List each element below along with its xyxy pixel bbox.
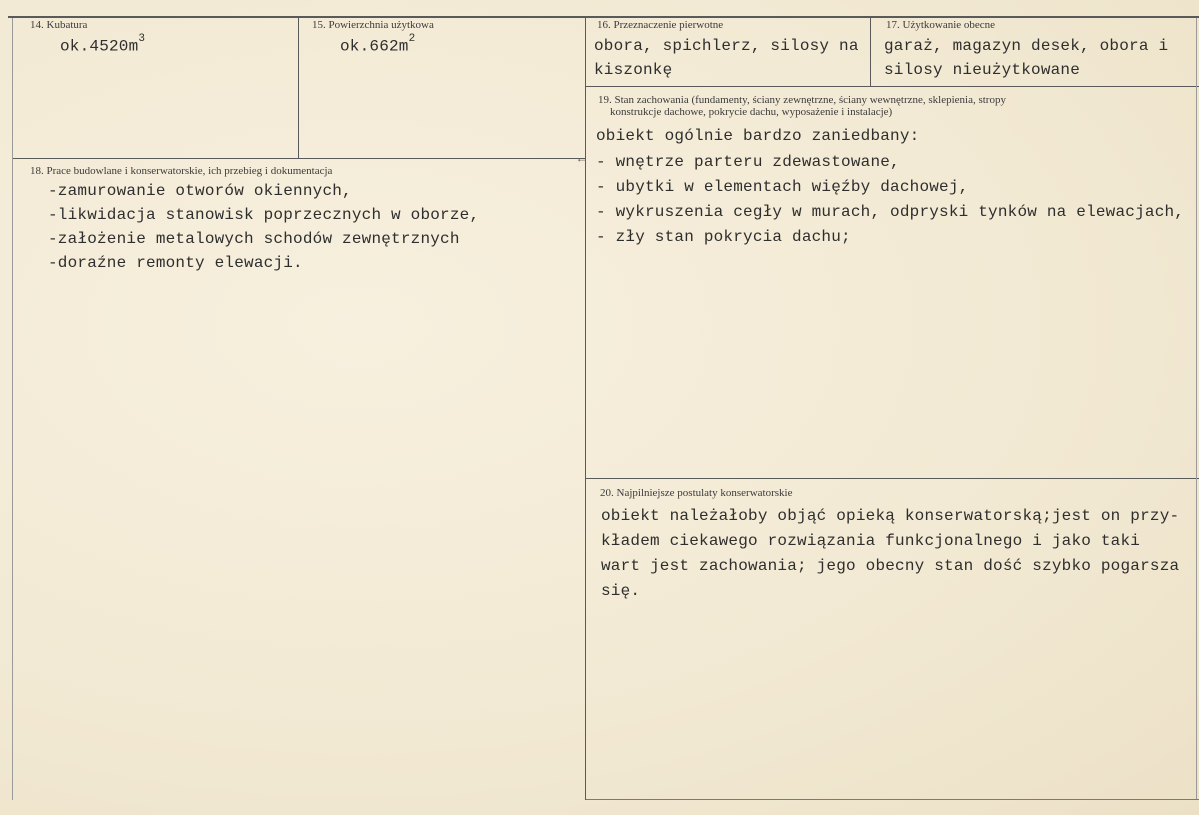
field-15-value bbox=[340, 33, 416, 56]
field-20-label: 20. Najpilniejsze postulaty konserwatorskie bbox=[600, 487, 793, 499]
field-20-line-3: wart jest zachowania; jego obecny stan dość szybko pogarsza bbox=[601, 557, 1180, 575]
field-14-label: 14. Kubatura bbox=[30, 19, 88, 31]
bottom-rule bbox=[586, 799, 1199, 800]
top-rule bbox=[8, 16, 1199, 18]
divider-14-15 bbox=[298, 18, 299, 158]
field-18-label: 18. Prace budowlane i konserwatorskie, ich przebieg i dokumentacja bbox=[30, 165, 333, 177]
field-18-line-2: -likwidacja stanowisk poprzecznych w oborze, bbox=[48, 206, 480, 224]
main-vertical-divider bbox=[585, 18, 586, 800]
field-19-line-4: - wykruszenia cegły w murach, odpryski tynków na elewacjach, bbox=[596, 203, 1185, 221]
field-17-line-2: silosy nieużytkowane bbox=[884, 61, 1081, 79]
field-19-label-line-2: konstrukcje dachowe, pokrycie dachu, wyposażenie i instalacje) bbox=[610, 106, 893, 118]
field-20-line-2: kładem ciekawego rozwiązania funkcjonalnego i jako taki bbox=[601, 532, 1141, 550]
field-16-line-2: kiszonkę bbox=[594, 61, 673, 79]
rule-below-16-17 bbox=[586, 86, 1199, 87]
field-18-line-3: -założenie metalowych schodów zewnętrznych bbox=[48, 230, 460, 248]
field-15-exponent: 2 bbox=[408, 33, 416, 45]
field-14-value bbox=[60, 33, 146, 56]
field-15-label: 15. Powierzchnia użytkowa bbox=[312, 19, 434, 31]
left-edge-rule bbox=[12, 18, 13, 800]
field-18-line-1: -zamurowanie otworów okiennych, bbox=[48, 182, 352, 200]
arrow-mark: ← bbox=[578, 152, 586, 166]
field-17-label: 17. Użytkowanie obecne bbox=[886, 19, 996, 31]
field-19-line-5: - zły stan pokrycia dachu; bbox=[596, 228, 851, 246]
rule-above-18 bbox=[12, 158, 586, 159]
field-19-line-3: - ubytki w elementach więźby dachowej, bbox=[596, 178, 969, 196]
rule-above-20 bbox=[586, 478, 1199, 479]
right-edge-rule bbox=[1196, 18, 1197, 800]
field-19-label-line-1: 19. Stan zachowania (fundamenty, ściany zewnętrzne, ściany wewnętrzne, sklepienia, stropy bbox=[598, 94, 1006, 106]
field-20-line-4: się. bbox=[601, 582, 641, 600]
field-15-value-text: ok.662m bbox=[340, 37, 409, 56]
field-19-line-1: obiekt ogólnie bardzo zaniedbany: bbox=[596, 127, 920, 145]
field-18-line-4: -doraźne remonty elewacji. bbox=[48, 254, 303, 272]
divider-16-17 bbox=[870, 18, 871, 86]
field-17-line-1: garaż, magazyn desek, obora i bbox=[884, 37, 1169, 55]
field-20-line-1: obiekt należałoby objąć opieką konserwatorską;jest on przy- bbox=[601, 507, 1180, 525]
field-16-line-1: obora, spichlerz, silosy na bbox=[594, 37, 859, 55]
field-19-line-2: - wnętrze parteru zdewastowane, bbox=[596, 153, 900, 171]
field-16-label: 16. Przeznaczenie pierwotne bbox=[597, 19, 724, 31]
field-14-value-text: ok.4520m bbox=[60, 37, 139, 56]
field-14-exponent: 3 bbox=[138, 33, 146, 45]
